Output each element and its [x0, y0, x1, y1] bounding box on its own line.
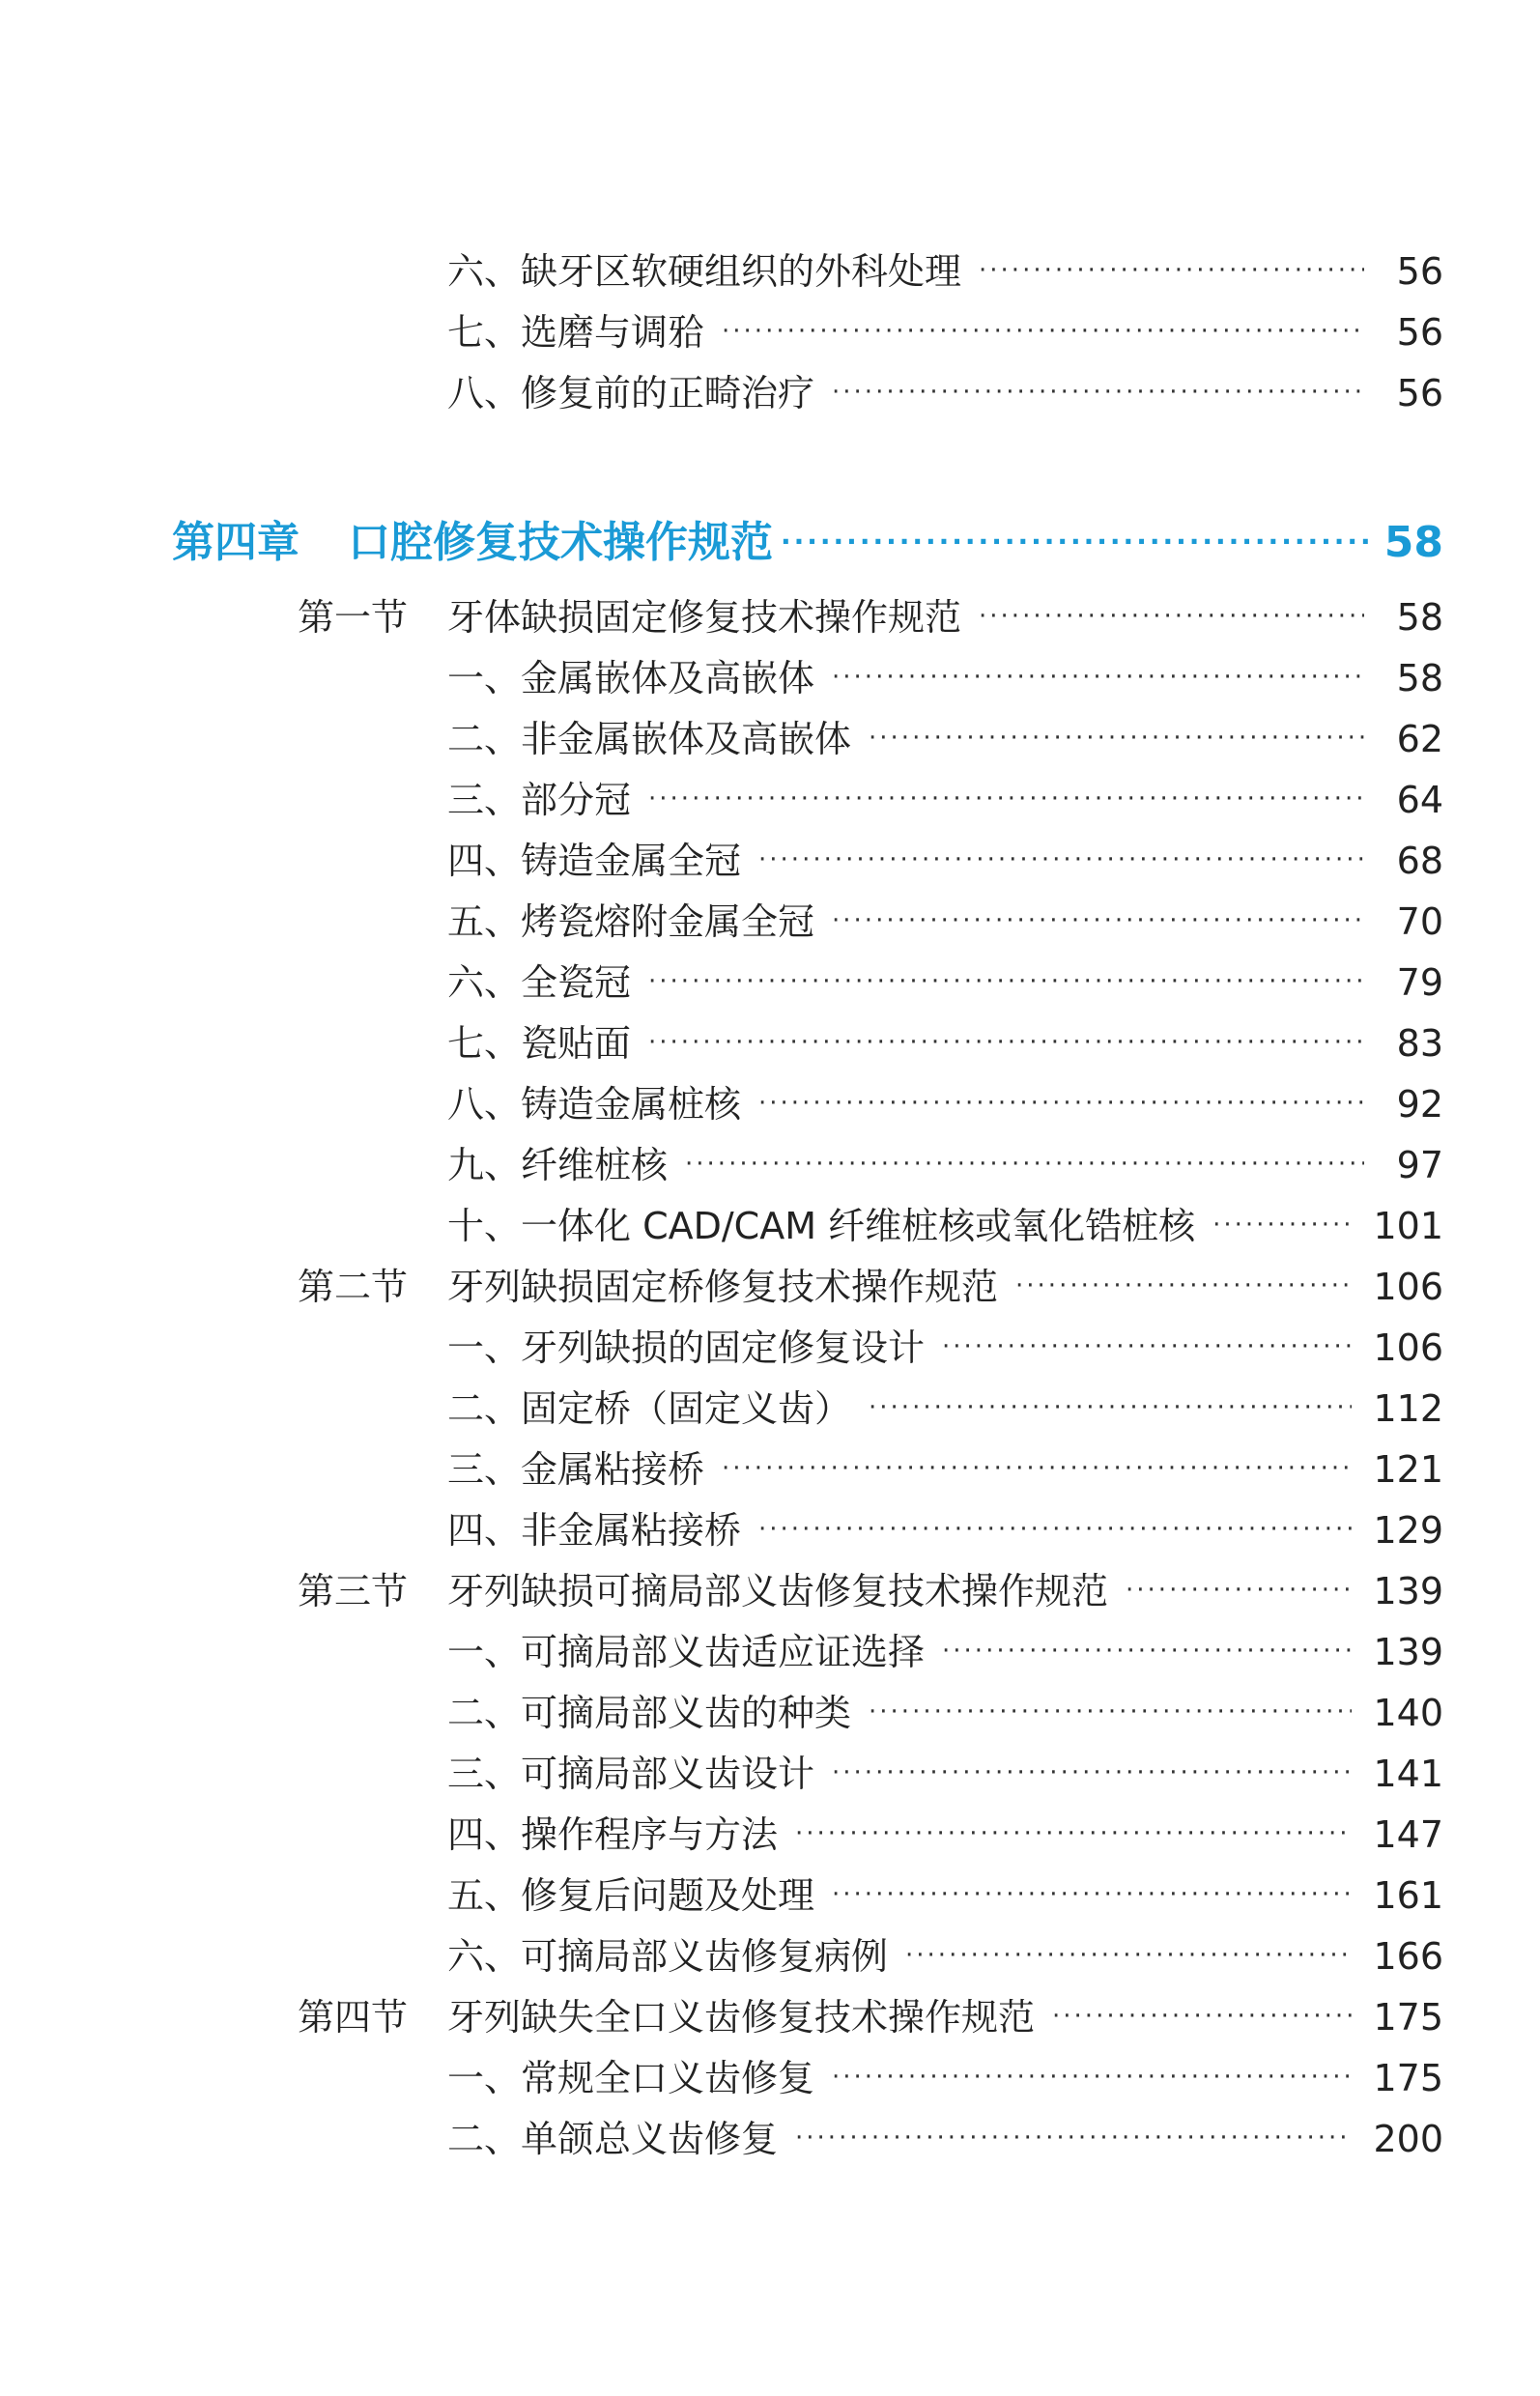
section-page: 106	[1373, 1266, 1443, 1308]
toc-item-page: 112	[1373, 1387, 1443, 1430]
toc-item-label: 四、操作程序与方法	[447, 1813, 779, 1856]
toc-item-label: 四、非金属粘接桥	[447, 1509, 742, 1552]
leader-dots	[979, 604, 1364, 629]
toc-item[interactable]	[447, 1448, 1443, 1491]
leader-dots	[758, 1517, 1352, 1542]
chapter-page: 58	[1383, 518, 1443, 567]
toc-item[interactable]	[447, 1205, 1443, 1247]
toc-item[interactable]	[447, 311, 1443, 354]
toc-item-label: 二、固定桥（固定义齿）	[447, 1387, 852, 1430]
toc-item-label: 四、铸造金属全冠	[447, 840, 742, 882]
toc-item[interactable]	[447, 1083, 1443, 1126]
leader-dots	[832, 908, 1364, 933]
toc-item-page: 175	[1373, 2057, 1443, 2099]
section-page: 175	[1373, 1996, 1443, 2039]
toc-item-label: 一、可摘局部义齿适应证选择	[447, 1631, 926, 1673]
leader-dots	[648, 786, 1364, 812]
leader-dots	[832, 1882, 1352, 1907]
toc-item[interactable]	[447, 840, 1443, 882]
section-page: 58	[1396, 596, 1443, 639]
section-title: 牙列缺损固定桥修复技术操作规范	[447, 1266, 999, 1308]
toc-item[interactable]	[447, 2118, 1443, 2160]
toc-item-label: 一、金属嵌体及高嵌体	[447, 657, 815, 699]
section-number: 第三节	[298, 1570, 409, 1612]
section-title: 牙列缺失全口义齿修复技术操作规范	[447, 1996, 1036, 2039]
section-heading[interactable]	[447, 1266, 1443, 1308]
toc-item[interactable]	[447, 900, 1443, 943]
toc-item-label: 一、常规全口义齿修复	[447, 2057, 815, 2099]
leader-dots	[795, 1821, 1352, 1846]
leader-dots	[832, 2065, 1352, 2090]
leader-dots	[942, 1334, 1352, 1359]
toc-item[interactable]	[447, 657, 1443, 699]
leader-dots	[781, 528, 1371, 556]
toc-item[interactable]	[447, 961, 1443, 1004]
toc-item[interactable]	[447, 1692, 1443, 1734]
toc-item-label: 三、部分冠	[447, 779, 632, 821]
toc-item-page: 141	[1373, 1753, 1443, 1795]
leader-dots	[905, 1943, 1352, 1968]
toc-item-page: 56	[1396, 250, 1443, 293]
toc-item-label: 九、纤维桩核	[447, 1144, 669, 1186]
toc-item-page: 140	[1373, 1692, 1443, 1734]
chapter-title: 口腔修复技术操作规范	[348, 518, 773, 567]
toc-item-page: 56	[1396, 372, 1443, 414]
leader-dots	[869, 726, 1364, 751]
toc-item[interactable]	[447, 1874, 1443, 1917]
toc-item-page: 200	[1373, 2118, 1443, 2160]
leader-dots	[648, 1030, 1364, 1055]
toc-item-label: 二、非金属嵌体及高嵌体	[447, 718, 852, 760]
toc-item-page: 101	[1373, 1205, 1443, 1247]
toc-item[interactable]	[447, 1022, 1443, 1065]
leader-dots	[1015, 1273, 1352, 1298]
toc-item-page: 62	[1396, 718, 1443, 760]
section-number: 第四节	[298, 1996, 409, 2039]
leader-dots	[722, 1456, 1352, 1481]
toc-item[interactable]	[447, 2057, 1443, 2099]
toc-item-label: 二、单颌总义齿修复	[447, 2118, 779, 2160]
toc-item-label: 七、瓷贴面	[447, 1022, 632, 1065]
leader-dots	[1126, 1578, 1352, 1603]
leader-dots	[685, 1152, 1364, 1177]
toc-item[interactable]	[447, 372, 1443, 414]
toc-item-label: 二、可摘局部义齿的种类	[447, 1692, 852, 1734]
section-heading[interactable]	[447, 1570, 1443, 1612]
toc-item[interactable]	[447, 779, 1443, 821]
chapter-number: 第四章	[172, 518, 299, 567]
leader-dots	[832, 665, 1364, 690]
toc-item-page: 129	[1373, 1509, 1443, 1552]
leader-dots	[722, 319, 1364, 344]
toc-item-page: 56	[1396, 311, 1443, 354]
toc-item-page: 166	[1373, 1935, 1443, 1978]
toc-item-label: 五、烤瓷熔附金属全冠	[447, 900, 815, 943]
toc-item[interactable]	[447, 1935, 1443, 1978]
toc-item-page: 68	[1396, 840, 1443, 882]
leader-dots	[1052, 2004, 1352, 2029]
leader-dots	[869, 1699, 1352, 1725]
chapter-heading[interactable]	[172, 518, 1443, 567]
toc-item-label: 八、铸造金属桩核	[447, 1083, 742, 1126]
toc-item-page: 92	[1396, 1083, 1443, 1126]
leader-dots	[869, 1395, 1352, 1420]
toc-item-page: 97	[1396, 1144, 1443, 1186]
toc-item-page: 64	[1396, 779, 1443, 821]
toc-item-page: 70	[1396, 900, 1443, 943]
section-number: 第二节	[298, 1266, 409, 1308]
toc-item-page: 83	[1396, 1022, 1443, 1065]
leader-dots	[758, 1091, 1364, 1116]
toc-item-page: 121	[1373, 1448, 1443, 1491]
toc-item[interactable]	[447, 1753, 1443, 1795]
leader-dots	[979, 258, 1364, 283]
toc-item[interactable]	[447, 718, 1443, 760]
toc-item-label: 三、可摘局部义齿设计	[447, 1753, 815, 1795]
toc-item[interactable]	[447, 1387, 1443, 1430]
toc-item-page: 139	[1373, 1631, 1443, 1673]
section-title: 牙列缺损可摘局部义齿修复技术操作规范	[447, 1570, 1109, 1612]
section-page: 139	[1373, 1570, 1443, 1612]
toc-item-page: 147	[1373, 1813, 1443, 1856]
toc-item[interactable]	[447, 1813, 1443, 1856]
toc-item-label: 六、缺牙区软硬组织的外科处理	[447, 250, 962, 293]
leader-dots	[942, 1639, 1352, 1664]
toc-item[interactable]	[447, 1631, 1443, 1673]
toc-item-label: 八、修复前的正畸治疗	[447, 372, 815, 414]
toc-item[interactable]	[447, 1144, 1443, 1186]
toc-item-label: 六、全瓷冠	[447, 961, 632, 1004]
leader-dots	[1212, 1212, 1352, 1238]
toc-item-label: 七、选磨与调𬌗	[447, 311, 705, 354]
section-heading[interactable]	[447, 1996, 1443, 2039]
toc-item[interactable]	[447, 1509, 1443, 1552]
leader-dots	[648, 969, 1364, 994]
toc-item-label: 五、修复后问题及处理	[447, 1874, 815, 1917]
leader-dots	[832, 1760, 1352, 1785]
toc-item[interactable]	[447, 1326, 1443, 1369]
leader-dots	[795, 2125, 1352, 2151]
toc-item-page: 79	[1396, 961, 1443, 1004]
toc-item-page: 58	[1396, 657, 1443, 699]
toc-item-label: 十、一体化 CAD/CAM 纤维桩核或氧化锆桩核	[447, 1205, 1196, 1247]
section-title: 牙体缺损固定修复技术操作规范	[447, 596, 962, 639]
leader-dots	[832, 380, 1364, 405]
toc-item-page: 106	[1373, 1326, 1443, 1369]
toc-item-page: 161	[1373, 1874, 1443, 1917]
section-number: 第一节	[298, 596, 409, 639]
toc-item[interactable]	[447, 250, 1443, 293]
leader-dots	[758, 847, 1364, 872]
toc-item-label: 一、牙列缺损的固定修复设计	[447, 1326, 926, 1369]
toc-item-label: 三、金属粘接桥	[447, 1448, 705, 1491]
section-heading[interactable]	[447, 596, 1443, 639]
toc-item-label: 六、可摘局部义齿修复病例	[447, 1935, 889, 1978]
